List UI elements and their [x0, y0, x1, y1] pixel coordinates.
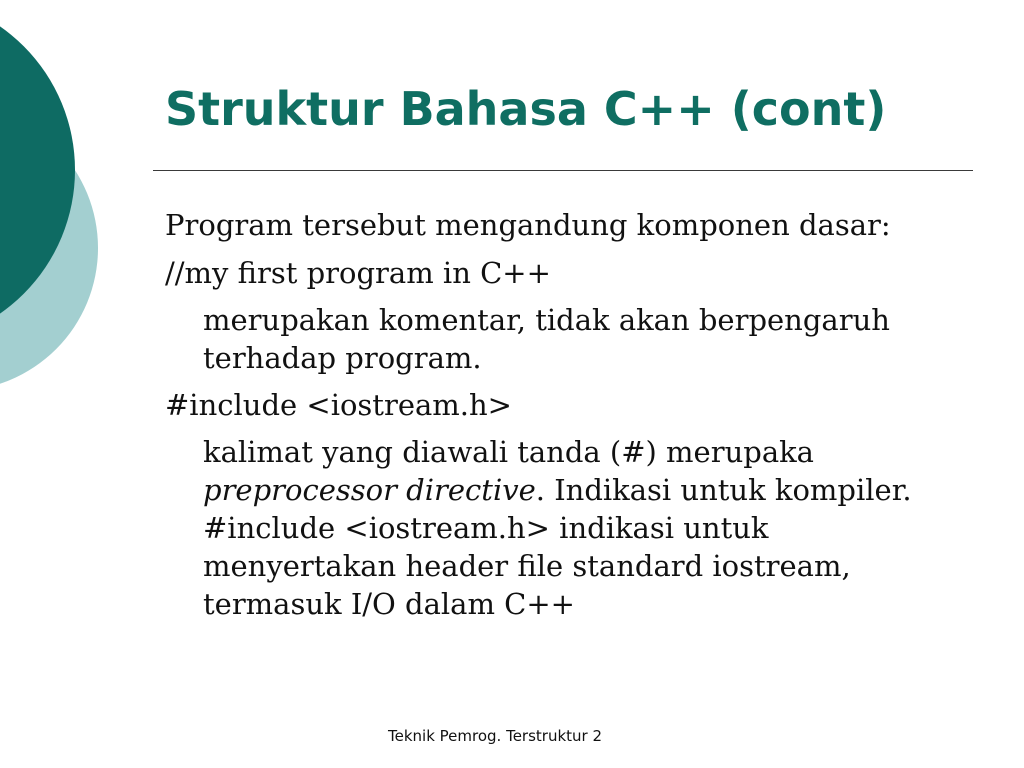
item-comment-desc-line2: terhadap program.	[203, 341, 482, 375]
item-comment-description	[165, 301, 943, 377]
item-include-desc-line2-rest: . Indikasi untuk kompiler.	[535, 473, 912, 507]
item-include-code: #include <iostream.h>	[165, 388, 512, 422]
preprocessor-directive-term: preprocessor directive	[203, 473, 536, 507]
item-include-desc-line4: menyertakan header file standard iostream,	[203, 549, 851, 583]
item-include-desc-line2	[203, 471, 943, 509]
item-include-desc-line3: #include <iostream.h> indikasi untuk	[203, 511, 769, 545]
item-comment-desc-line1: merupakan komentar, tidak akan berpengaruh	[203, 303, 890, 337]
item-comment-code: //my first program in C++	[165, 256, 551, 290]
slide-title: Struktur Bahasa C++ (cont)	[165, 82, 887, 136]
item-include-desc-line1: kalimat yang diawali tanda (#) merupaka	[203, 435, 814, 469]
slide-body	[165, 206, 965, 632]
title-divider	[153, 170, 973, 171]
item-include-desc-line5: termasuk I/O dalam C++	[203, 587, 575, 621]
slide-footer: Teknik Pemrog. Terstruktur 2	[388, 727, 603, 745]
decorative-circles	[0, 0, 120, 420]
intro-text: Program tersebut mengandung komponen dasar:	[165, 208, 891, 242]
item-include-description	[165, 433, 943, 623]
